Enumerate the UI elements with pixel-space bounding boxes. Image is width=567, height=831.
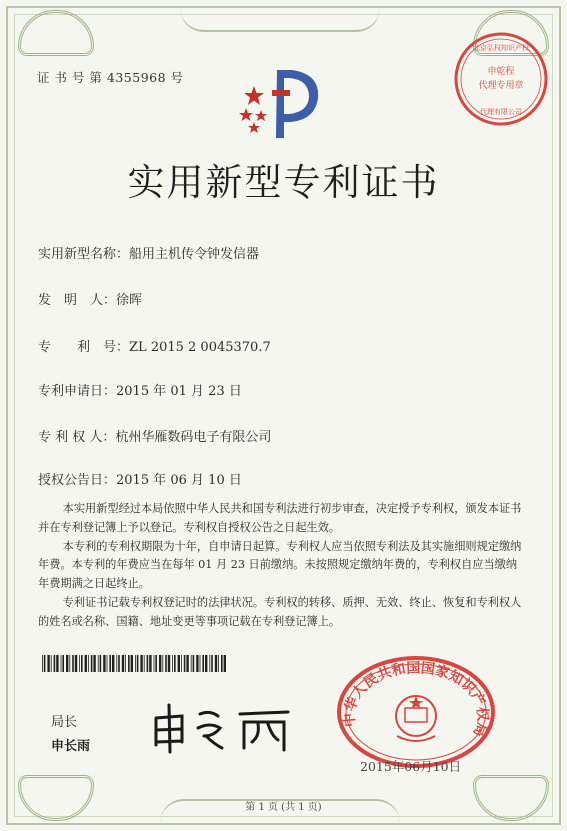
barcode-bar: [224, 655, 226, 672]
barcode-bar: [85, 655, 87, 672]
barcode-bar: [47, 655, 49, 672]
barcode-bar: [149, 655, 151, 672]
agency-seal-icon: [452, 30, 550, 128]
svg-text:申乾程: 申乾程: [487, 67, 515, 77]
field-value: 船用主机传令钟发信器: [129, 247, 260, 262]
barcode-bar: [211, 655, 213, 672]
handwritten-signature-icon: [148, 700, 298, 755]
field-label: 授权公告日：: [38, 473, 117, 488]
barcode-bar: [125, 655, 126, 672]
barcode-bar: [147, 655, 149, 672]
barcode-bar: [200, 655, 201, 672]
certificate-title: 实用新型专利证书: [127, 161, 440, 204]
field-utility-model-name: [38, 243, 259, 262]
barcode-bar: [44, 655, 46, 672]
barcode-bar: [202, 655, 204, 672]
field-value: 2015 年 01 月 23 日: [116, 384, 242, 399]
barcode-bar: [209, 655, 210, 672]
field-value: ZL 2015 2 0045370.7: [129, 340, 271, 355]
page-number: 第 1 页 (共 1 页): [245, 802, 322, 813]
barcode-bar: [218, 655, 219, 672]
barcode-bar: [103, 655, 105, 672]
barcode-bar: [168, 655, 170, 672]
barcode-bar: [165, 655, 167, 672]
barcode-bar: [112, 655, 114, 672]
barcode-bar: [81, 655, 83, 672]
barcode-bar: [181, 655, 182, 672]
field-label: 发 明 人：: [38, 293, 117, 308]
barcode-bar: [54, 655, 56, 672]
barcode-bar: [122, 655, 124, 672]
official-title: 局长: [51, 715, 78, 730]
barcode-bar: [215, 655, 217, 672]
barcode-bar: [118, 655, 120, 672]
barcode-bar: [91, 655, 93, 672]
barcode-bar: [159, 655, 161, 672]
barcode-bar: [69, 655, 70, 672]
barcode-bar: [88, 655, 89, 672]
barcode-bar: [79, 655, 80, 672]
barcode-bar: [98, 655, 99, 672]
barcode-bar: [100, 655, 102, 672]
patent-office-emblem-icon: [232, 60, 327, 140]
barcode-bar: [144, 655, 145, 672]
barcode-bar: [196, 655, 198, 672]
svg-text:北京弘权知识产权: 北京弘权知识产权: [473, 44, 529, 52]
top-ornament: [180, 8, 380, 32]
seal-date: 2015年06月10日: [360, 759, 462, 774]
official-name: 申长雨: [51, 739, 91, 754]
barcode-bar: [135, 655, 136, 672]
barcode-bar: [174, 655, 176, 672]
field-label: 专 利 权 人：: [38, 430, 116, 445]
barcode-bar: [51, 655, 52, 672]
barcode-bar: [116, 655, 117, 672]
barcode-bar: [72, 655, 74, 672]
svg-text:代理专用章: 代理专用章: [478, 81, 524, 91]
field-value: 杭州华雁数码电子有限公司: [115, 430, 272, 445]
field-value: 徐晖: [116, 293, 143, 308]
svg-text:代理有限公司: 代理有限公司: [480, 108, 522, 116]
barcode-bar: [184, 655, 186, 672]
field-value: 2015 年 06 月 10 日: [116, 473, 242, 488]
body-paragraph: 专利证书记载专利权登记时的法律状况。专利权的转移、质押、无效、终止、恢复和专利权人的姓名或名称、国籍、地址变更等事项记载在专利登记簿上。: [38, 595, 522, 628]
field-label: 专利申请日：: [38, 384, 117, 399]
barcode-bar: [186, 655, 188, 672]
field-application-date: [38, 380, 242, 399]
barcode-bar: [128, 655, 130, 672]
barcode-bar: [162, 655, 163, 672]
barcode-bar: [155, 655, 157, 672]
barcode-bar: [61, 655, 62, 672]
field-grant-date: [38, 469, 242, 488]
barcode-bar: [221, 655, 223, 672]
svg-text:中华人民共和国国家知识产权局: 中华人民共和国国家知识产权局: [341, 660, 491, 739]
barcode-bar: [66, 655, 68, 672]
barcode-bar: [205, 655, 207, 672]
barcode-bar: [56, 655, 58, 672]
barcode-bar: [42, 655, 43, 672]
barcode-bar: [107, 655, 108, 672]
body-paragraph: 本专利的专利权期限为十年，自申请日起算。专利权人应当依照专利法及其实施细则规定缴纳年费。本专利的年费应当在每年 01 月 23 日前缴纳。未按照规定缴纳年费的，专利权自应当缴纳年费期满之日起终止。: [38, 539, 522, 591]
barcode-bar: [62, 655, 64, 672]
barcode-bar: [193, 655, 195, 672]
barcode-bar: [93, 655, 95, 672]
barcode-bar: [154, 655, 155, 672]
field-patentee: [38, 426, 271, 445]
barcode-icon: [42, 655, 228, 672]
field-label: 实用新型名称：: [38, 247, 130, 262]
barcode-bar: [191, 655, 192, 672]
certificate-number: 证 书 号 第 4355968 号: [37, 70, 184, 85]
field-inventor: [38, 289, 142, 308]
barcode-bar: [172, 655, 173, 672]
barcode-bar: [140, 655, 142, 672]
barcode-bar: [178, 655, 180, 672]
barcode-bar: [131, 655, 133, 672]
barcode-bar: [137, 655, 139, 672]
barcode-bar: [109, 655, 111, 672]
field-label: 专 利 号：: [38, 340, 130, 355]
body-paragraph: 本实用新型经过本局依照中华人民共和国专利法进行初步审查，决定授予专利权，颁发本证书并在专利登记簿上予以登记。专利权自授权公告之日起生效。: [38, 502, 522, 534]
certificate-body: [38, 500, 528, 632]
official-seal-icon: [335, 650, 497, 768]
barcode-bar: [75, 655, 77, 672]
field-patent-number: [38, 336, 271, 355]
